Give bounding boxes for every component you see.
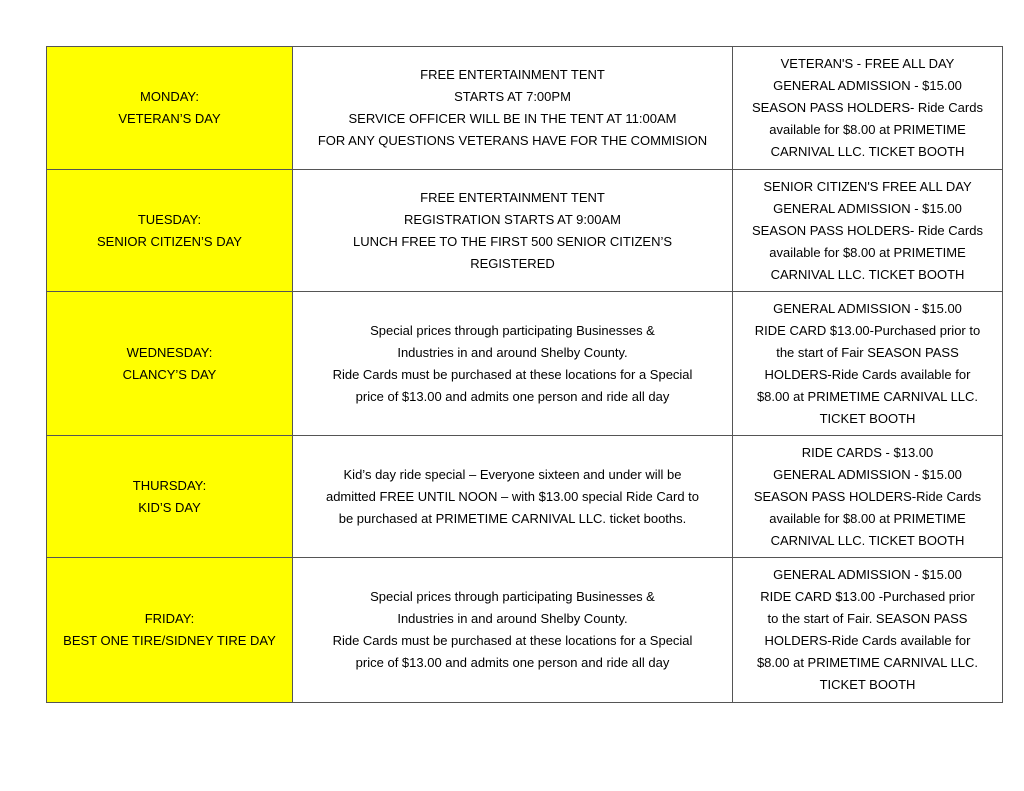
day-theme: CLANCY’S DAY xyxy=(122,366,217,382)
details-line: STARTS AT 7:00PM xyxy=(454,89,571,104)
pricing-line: the start of Fair SEASON PASS xyxy=(776,344,959,360)
details-line: price of $13.00 and admits one person and ride all day xyxy=(355,388,670,404)
details-cell xyxy=(293,292,733,436)
pricing-cell xyxy=(733,436,1003,558)
day-cell xyxy=(47,558,293,703)
details-line: REGISTERED xyxy=(470,255,555,271)
pricing-line: RIDE CARD $13.00 -Purchased prior xyxy=(760,589,975,604)
day-theme: BEST ONE TIRE/SIDNEY TIRE DAY xyxy=(63,633,276,648)
pricing-line: RIDE CARD $13.00-Purchased prior to xyxy=(754,322,981,338)
pricing-line: CARNIVAL LLC. TICKET BOOTH xyxy=(770,144,965,159)
pricing-line: GENERAL ADMISSION - $15.00 xyxy=(773,567,962,582)
fair-schedule-table xyxy=(46,46,1003,703)
details-line: Kid’s day ride special – Everyone sixteen and under will be xyxy=(343,466,682,482)
details-line: SERVICE OFFICER WILL BE IN THE TENT AT 11:00AM xyxy=(348,111,677,126)
table-row xyxy=(47,292,1003,436)
details-line: LUNCH FREE TO THE FIRST 500 SENIOR CITIZEN’S xyxy=(352,233,673,249)
pricing-cell xyxy=(733,292,1003,436)
pricing-line: $8.00 at PRIMETIME CARNIVAL LLC. xyxy=(756,388,979,404)
pricing-line: RIDE CARDS - $13.00 xyxy=(801,444,934,460)
pricing-line: CARNIVAL LLC. TICKET BOOTH xyxy=(770,532,965,548)
details-line: Industries in and around Shelby County. xyxy=(397,611,628,626)
table-row xyxy=(47,170,1003,292)
pricing-line: TICKET BOOTH xyxy=(819,677,916,692)
details-cell xyxy=(293,436,733,558)
pricing-line: CARNIVAL LLC. TICKET BOOTH xyxy=(770,266,965,282)
details-line: Ride Cards must be purchased at these locations for a Special xyxy=(332,633,693,648)
details-line: FREE ENTERTAINMENT TENT xyxy=(420,189,605,205)
day-name: THURSDAY: xyxy=(132,477,207,493)
details-line: FREE ENTERTAINMENT TENT xyxy=(420,67,605,82)
pricing-line: HOLDERS-Ride Cards available for xyxy=(764,366,971,382)
pricing-cell xyxy=(733,558,1003,703)
day-cell xyxy=(47,292,293,436)
day-name: MONDAY: xyxy=(140,89,199,104)
day-theme: VETERAN’S DAY xyxy=(118,111,221,126)
details-line: FOR ANY QUESTIONS VETERANS HAVE FOR THE COMMISION xyxy=(317,133,708,148)
details-line: Special prices through participating Businesses & xyxy=(370,322,655,338)
pricing-line: SEASON PASS HOLDERS-Ride Cards xyxy=(753,488,982,504)
details-line: be purchased at PRIMETIME CARNIVAL LLC. ticket booths. xyxy=(338,510,687,526)
day-cell xyxy=(47,47,293,170)
day-name: FRIDAY: xyxy=(144,611,195,626)
details-line: admitted FREE UNTIL NOON – with $13.00 special Ride Card to xyxy=(325,488,700,504)
pricing-line: to the start of Fair. SEASON PASS xyxy=(767,611,968,626)
day-theme: KID’S DAY xyxy=(138,499,201,515)
pricing-line: GENERAL ADMISSION - $15.00 xyxy=(773,300,962,316)
pricing-line: TICKET BOOTH xyxy=(819,410,916,426)
day-name: TUESDAY: xyxy=(137,211,202,227)
pricing-line: available for $8.00 at PRIMETIME xyxy=(769,122,966,137)
details-line: Special prices through participating Businesses & xyxy=(370,589,655,604)
pricing-line: GENERAL ADMISSION - $15.00 xyxy=(773,466,962,482)
details-line: Industries in and around Shelby County. xyxy=(397,344,628,360)
table-row xyxy=(47,436,1003,558)
pricing-line: GENERAL ADMISSION - $15.00 xyxy=(773,78,962,93)
pricing-line: available for $8.00 at PRIMETIME xyxy=(769,244,966,260)
pricing-line: HOLDERS-Ride Cards available for xyxy=(764,633,971,648)
details-cell xyxy=(293,170,733,292)
details-line: price of $13.00 and admits one person and ride all day xyxy=(355,655,670,670)
day-cell xyxy=(47,170,293,292)
pricing-line: SENIOR CITIZEN'S FREE ALL DAY xyxy=(763,178,972,194)
day-name: WEDNESDAY: xyxy=(126,344,213,360)
details-cell xyxy=(293,47,733,170)
pricing-cell xyxy=(733,170,1003,292)
pricing-line: SEASON PASS HOLDERS- Ride Cards xyxy=(752,100,983,115)
day-theme: SENIOR CITIZEN’S DAY xyxy=(97,233,242,249)
day-cell xyxy=(47,436,293,558)
pricing-line: GENERAL ADMISSION - $15.00 xyxy=(773,200,962,216)
table-row xyxy=(47,558,1003,703)
pricing-line: $8.00 at PRIMETIME CARNIVAL LLC. xyxy=(756,655,979,670)
details-cell xyxy=(293,558,733,703)
pricing-cell xyxy=(733,47,1003,170)
details-line: REGISTRATION STARTS AT 9:00AM xyxy=(404,211,621,227)
table-row xyxy=(47,47,1003,170)
pricing-line: available for $8.00 at PRIMETIME xyxy=(769,510,966,526)
pricing-line: VETERAN'S - FREE ALL DAY xyxy=(780,56,955,71)
pricing-line: SEASON PASS HOLDERS- Ride Cards xyxy=(752,222,983,238)
details-line: Ride Cards must be purchased at these locations for a Special xyxy=(332,366,693,382)
